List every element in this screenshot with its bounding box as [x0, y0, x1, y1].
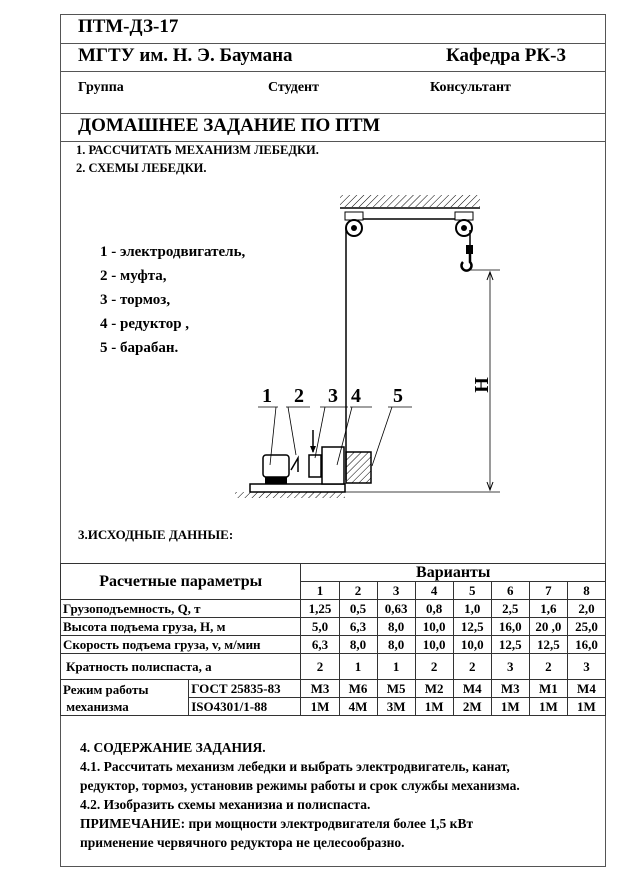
param-value: 20 ,0: [529, 618, 567, 636]
param-value: 2,0: [567, 600, 605, 618]
gost-value: М2: [415, 680, 453, 698]
param-value: 0,5: [339, 600, 377, 618]
iso-value: 4М: [339, 698, 377, 716]
param-value: 6,3: [301, 636, 339, 654]
diagram-label: 3: [328, 385, 338, 407]
student-label: Студент: [268, 80, 319, 95]
variant-number: 6: [491, 582, 529, 600]
param-value: 0,63: [377, 600, 415, 618]
legend-item: 5 - барабан.: [100, 340, 179, 356]
variant-number: 5: [453, 582, 491, 600]
param-label: Кратность полиспаста, а: [61, 654, 301, 680]
content-title: 4. СОДЕРЖАНИЕ ЗАДАНИЯ.: [80, 740, 266, 755]
gost-value: М6: [339, 680, 377, 698]
gost-value: М3: [491, 680, 529, 698]
floor-hatch: [235, 492, 345, 498]
diagram-label: 5: [393, 385, 403, 407]
param-value: 12,5: [529, 636, 567, 654]
param-value: 1: [377, 654, 415, 680]
iso-value: 1М: [567, 698, 605, 716]
iso-value: 1М: [415, 698, 453, 716]
iso-label: ISO4301/1-88: [189, 698, 301, 716]
table-row: [61, 654, 606, 680]
height-label: Н: [471, 377, 493, 393]
task-3: 3.ИСХОДНЫЕ ДАННЫЕ:: [78, 527, 234, 542]
drum-icon: [346, 452, 371, 483]
legend-item: 1 - электродвигатель,: [100, 244, 246, 260]
content-text: 4.2. Изобразить схемы механизиа и полиспаста.: [80, 797, 371, 812]
coupling-icon: [291, 458, 298, 472]
param-value: 1,6: [529, 600, 567, 618]
variant-number: 4: [415, 582, 453, 600]
gost-value: М4: [567, 680, 605, 698]
param-value: 25,0: [567, 618, 605, 636]
consultant-label: Консультант: [430, 80, 511, 95]
param-value: 2: [453, 654, 491, 680]
diagram-label: 2: [294, 385, 304, 407]
table-row: [61, 636, 606, 654]
variants-header: Варианты: [301, 564, 606, 582]
variant-number: 7: [529, 582, 567, 600]
param-value: 0,8: [415, 600, 453, 618]
param-label: Грузоподъемность, Q, т: [61, 600, 301, 618]
university: МГТУ им. Н. Э. Баумана: [78, 45, 293, 66]
content-text: 4.1. Рассчитать механизм лебедки и выбрать электродвигатель, канат,: [80, 759, 510, 774]
gost-value: М3: [301, 680, 339, 698]
param-value: 2: [301, 654, 339, 680]
variant-number: 2: [339, 582, 377, 600]
param-label: Скорость подъема груза, v, м/мин: [61, 636, 301, 654]
param-value: 1: [339, 654, 377, 680]
reducer-icon: [322, 447, 344, 484]
param-value: 10,0: [453, 636, 491, 654]
source-data-table: [60, 563, 606, 716]
variant-number: 1: [301, 582, 339, 600]
param-value: 12,5: [453, 618, 491, 636]
param-label: Высота подъема груза, Н, м: [61, 618, 301, 636]
task-2: 2. СХЕМЫ ЛЕБЕДКИ.: [76, 161, 207, 175]
group-label: Группа: [78, 80, 124, 95]
doc-code: ПТМ-ДЗ-17: [78, 16, 179, 37]
ceiling-hatch: [340, 195, 480, 207]
base-frame: [250, 484, 345, 492]
note-text: применение червячного редуктора не целесообразно.: [80, 835, 405, 850]
diagram-label: 4: [351, 385, 361, 407]
param-value: 2,5: [491, 600, 529, 618]
diagram-label: 1: [262, 385, 272, 407]
motor-icon: [263, 455, 289, 484]
table-row: [61, 618, 606, 636]
param-value: 2: [415, 654, 453, 680]
assignment-content: [80, 738, 520, 852]
param-value: 6,3: [339, 618, 377, 636]
iso-value: 1М: [529, 698, 567, 716]
hook-icon: [462, 245, 473, 271]
param-value: 10,0: [415, 636, 453, 654]
content-text: редуктор, тормоз, установив режимы работы и срок службы механизма.: [80, 778, 520, 793]
mode-label: Режим работы механизма: [61, 680, 189, 716]
iso-value: 3М: [377, 698, 415, 716]
gost-label: ГОСТ 25835-83: [189, 680, 301, 698]
param-value: 16,0: [567, 636, 605, 654]
note-text: ПРИМЕЧАНИЕ: при мощности электродвигателя более 1,5 кВт: [80, 816, 474, 831]
param-value: 12,5: [491, 636, 529, 654]
gost-value: М1: [529, 680, 567, 698]
variant-number: 3: [377, 582, 415, 600]
legend-item: 4 - редуктор ,: [100, 316, 190, 332]
variant-number: 8: [567, 582, 605, 600]
param-value: 10,0: [415, 618, 453, 636]
param-value: 8,0: [339, 636, 377, 654]
param-header: Расчетные параметры: [61, 564, 301, 600]
param-value: 3: [567, 654, 605, 680]
iso-value: 1М: [491, 698, 529, 716]
legend-item: 3 - тормоз,: [100, 292, 171, 308]
table-row: [61, 600, 606, 618]
department: Кафедра РК-3: [446, 45, 566, 66]
param-value: 2: [529, 654, 567, 680]
param-value: 5,0: [301, 618, 339, 636]
task-1: 1. РАССЧИТАТЬ МЕХАНИЗМ ЛЕБЕДКИ.: [76, 143, 319, 157]
iso-value: 1М: [301, 698, 339, 716]
param-value: 1,0: [453, 600, 491, 618]
param-value: 16,0: [491, 618, 529, 636]
param-value: 8,0: [377, 618, 415, 636]
pulley-icon: [345, 212, 363, 236]
page-title: ДОМАШНЕЕ ЗАДАНИЕ ПО ПТМ: [78, 115, 381, 136]
gost-value: М4: [453, 680, 491, 698]
param-value: 3: [491, 654, 529, 680]
legend-item: 2 - муфта,: [100, 268, 167, 284]
gost-value: М5: [377, 680, 415, 698]
param-value: 1,25: [301, 600, 339, 618]
param-value: 8,0: [377, 636, 415, 654]
iso-value: 2М: [453, 698, 491, 716]
